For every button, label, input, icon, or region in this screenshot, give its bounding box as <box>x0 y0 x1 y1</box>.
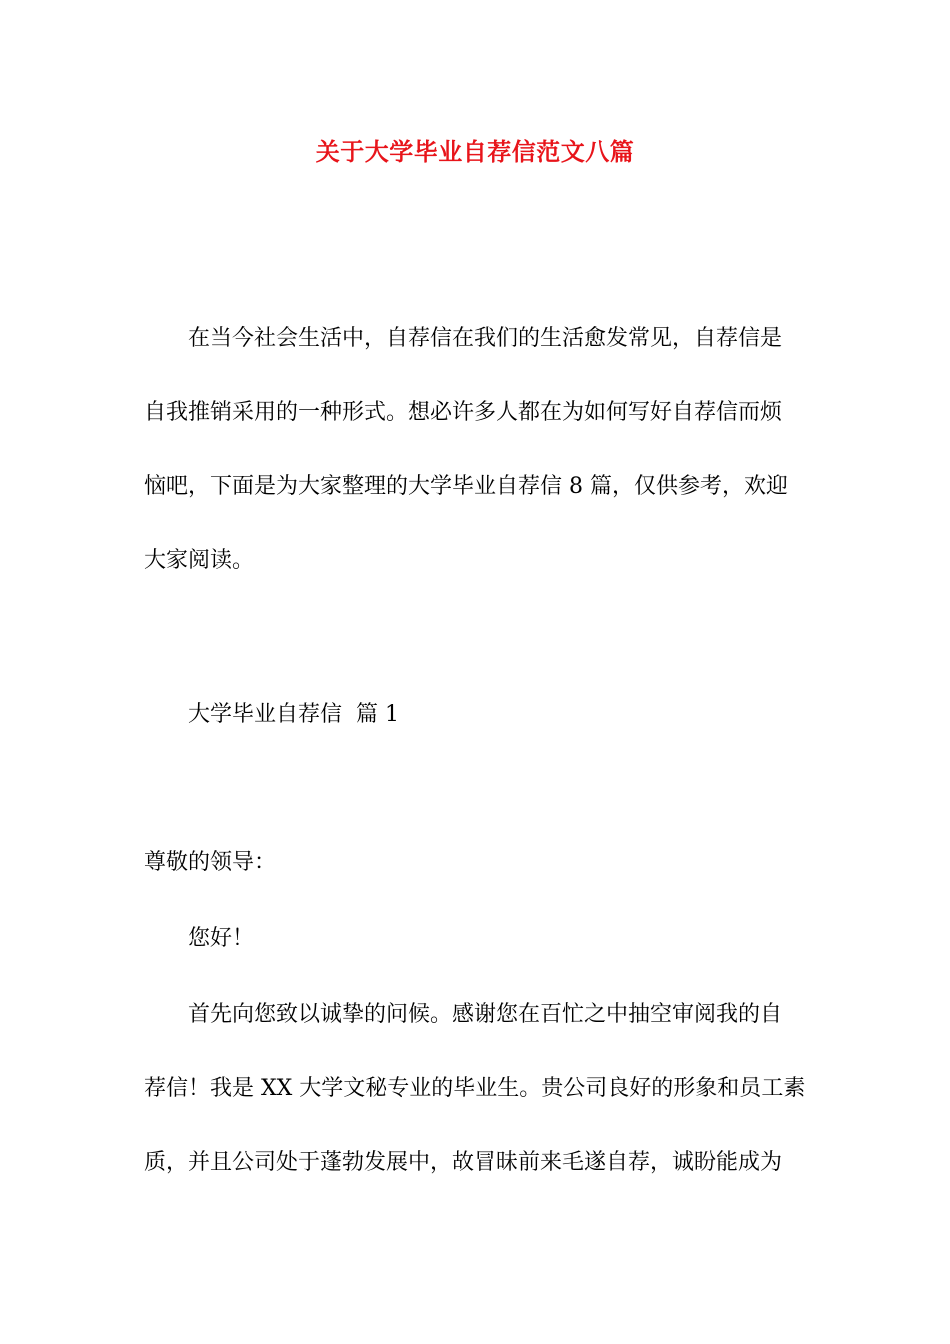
section-heading-text: 大学毕业自荐信 篇 1 <box>188 702 399 727</box>
greeting <box>144 902 808 976</box>
greeting-text: 您好！ <box>188 926 255 951</box>
letter-line-3: 质，并且公司处于蓬勃发展中，故冒昧前来毛遂自荐，诚盼能成为 <box>144 1150 783 1175</box>
letter-paragraph <box>144 978 808 1200</box>
salutation <box>144 826 808 900</box>
intro-paragraph <box>144 302 808 598</box>
document-title: 关于大学毕业自荐信范文八篇 <box>315 138 635 166</box>
intro-line-1: 在当今社会生活中，自荐信在我们的生活愈发常见，自荐信是 <box>188 326 783 351</box>
letter-line-2: 荐信！我是 XX 大学文秘专业的毕业生。贵公司良好的形象和员工素 <box>144 1076 806 1101</box>
salutation-text: 尊敬的领导： <box>144 850 277 875</box>
section-heading <box>144 678 808 752</box>
intro-line-2: 自我推销采用的一种形式。想必许多人都在为如何写好自荐信而烦 <box>144 400 783 425</box>
letter-line-1: 首先向您致以诚挚的问候。感谢您在百忙之中抽空审阅我的自 <box>188 1002 783 1027</box>
intro-line-4: 大家阅读。 <box>144 548 255 573</box>
intro-line-3: 恼吧，下面是为大家整理的大学毕业自荐信 8 篇，仅供参考，欢迎 <box>144 474 788 499</box>
